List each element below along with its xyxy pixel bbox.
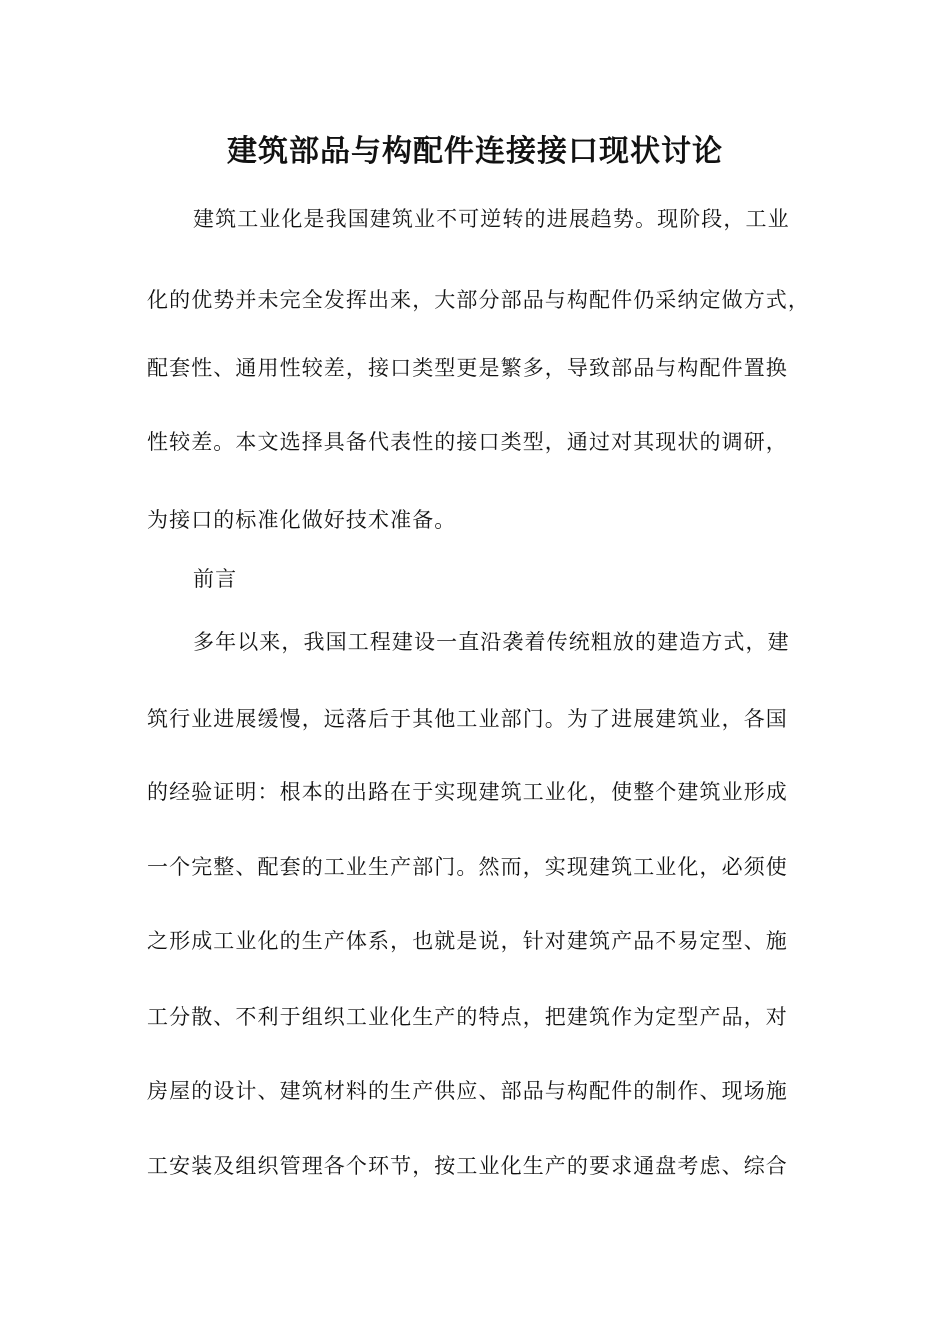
document-title: 建筑部品与构配件连接接口现状讨论 bbox=[227, 134, 723, 169]
body-line: 房屋的设计、建筑材料的生产供应、部品与构配件的制作、现场施 bbox=[147, 1079, 788, 1103]
body-line: 之形成工业化的生产体系，也就是说，针对建筑产品不易定型、施 bbox=[147, 929, 788, 953]
body-line: 多年以来，我国工程建设一直沿袭着传统粗放的建造方式，建 bbox=[193, 630, 790, 654]
abstract-line: 配套性、通用性较差，接口类型更是繁多，导致部品与构配件置换 bbox=[147, 356, 788, 380]
body-line: 工安装及组织管理各个环节，按工业化生产的要求通盘考虑、综合 bbox=[147, 1154, 788, 1178]
section-heading: 前言 bbox=[193, 567, 238, 591]
abstract-line: 建筑工业化是我国建筑业不可逆转的进展趋势。现阶段，工业 bbox=[193, 207, 790, 231]
body-line: 筑行业进展缓慢，远落后于其他工业部门。为了进展建筑业，各国 bbox=[147, 707, 788, 731]
abstract-line: 性较差。本文选择具备代表性的接口类型，通过对其现状的调研， bbox=[147, 430, 788, 454]
body-line: 一个完整、配套的工业生产部门。然而，实现建筑工业化，必须使 bbox=[147, 855, 788, 879]
body-line: 的经验证明：根本的出路在于实现建筑工业化，使整个建筑业形成 bbox=[147, 780, 788, 804]
body-line: 工分散、不利于组织工业化生产的特点，把建筑作为定型产品，对 bbox=[147, 1005, 788, 1029]
abstract-line: 为接口的标准化做好技术准备。 bbox=[147, 508, 457, 532]
abstract-line: 化的优势并未完全发挥出来，大部分部品与构配件仍采纳定做方式， bbox=[147, 288, 810, 312]
